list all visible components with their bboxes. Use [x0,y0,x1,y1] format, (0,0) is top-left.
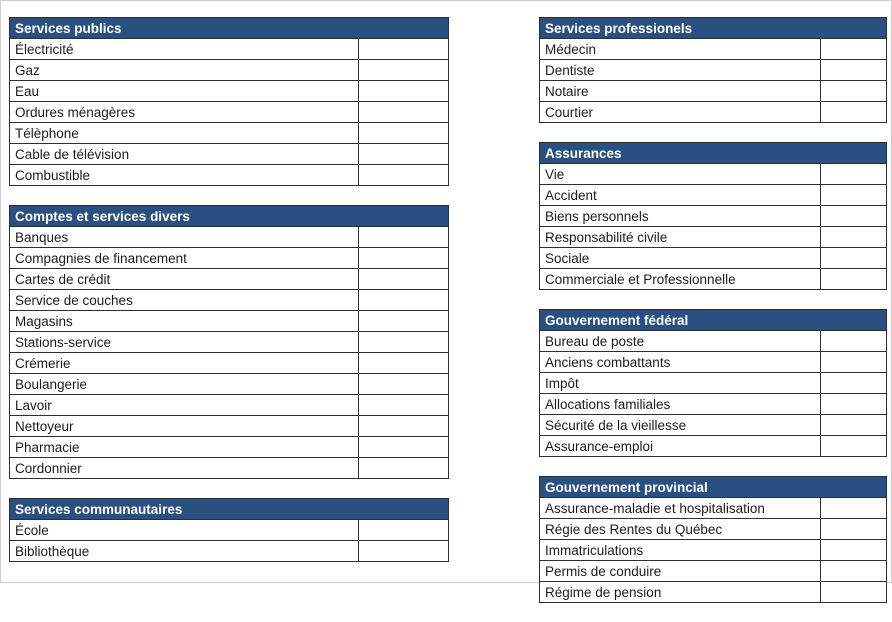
table-row [540,81,887,102]
row-value-cell[interactable] [820,331,886,352]
table-gouvernement-federal [539,309,887,457]
row-label: Boulangerie [10,374,359,395]
row-value-cell[interactable] [820,373,886,394]
table-row [540,519,887,540]
row-label: Dentiste [540,60,821,81]
table-row [540,436,887,457]
table-row [10,144,449,165]
table-comptes-et-services-divers [9,205,449,479]
table-title-comptes-et-services-divers: Comptes et services divers [10,206,449,227]
row-label: Régime de pension [540,582,821,603]
table-title-services-communautaires: Services communautaires [10,499,449,520]
row-value-cell[interactable] [820,227,886,248]
row-value-cell[interactable] [359,290,449,311]
row-label: Magasins [10,311,359,332]
row-value-cell[interactable] [820,540,886,561]
table-row [540,352,887,373]
row-label: Allocations familiales [540,394,821,415]
row-value-cell[interactable] [820,206,886,227]
row-value-cell[interactable] [820,164,886,185]
row-value-cell[interactable] [359,458,449,479]
row-label: Ordures ménagères [10,102,359,123]
row-value-cell[interactable] [359,227,449,248]
table-services-publics [9,17,449,186]
row-value-cell[interactable] [820,436,886,457]
table-services-professionels [539,17,887,123]
table-row [10,81,449,102]
row-label: Service de couches [10,290,359,311]
table-assurances [539,142,887,290]
row-label: Télèphone [10,123,359,144]
table-row [540,582,887,603]
row-value-cell[interactable] [820,415,886,436]
row-label: Anciens combattants [540,352,821,373]
row-value-cell[interactable] [820,185,886,206]
table-row [540,164,887,185]
row-label: Accident [540,185,821,206]
table-row [10,123,449,144]
row-value-cell[interactable] [359,353,449,374]
table-row [10,437,449,458]
left-column [9,17,449,581]
row-label: Gaz [10,60,359,81]
table-header-row [540,143,887,164]
table-row [540,248,887,269]
table-row [540,60,887,81]
right-column [539,17,887,622]
row-value-cell[interactable] [359,248,449,269]
row-value-cell[interactable] [359,39,449,60]
row-label: Sécurité de la vieillesse [540,415,821,436]
row-value-cell[interactable] [820,582,886,603]
table-row [540,102,887,123]
row-label: Immatriculations [540,540,821,561]
table-row [10,311,449,332]
row-label: Banques [10,227,359,248]
table-row [10,290,449,311]
table-services-communautaires [9,498,449,562]
table-header-row [540,310,887,331]
row-label: École [10,520,359,541]
table-row [540,394,887,415]
row-value-cell[interactable] [359,123,449,144]
row-value-cell[interactable] [820,60,886,81]
row-label: Pharmacie [10,437,359,458]
table-row [10,374,449,395]
row-value-cell[interactable] [359,395,449,416]
table-row [540,185,887,206]
row-label: Bibliothèque [10,541,359,562]
row-label: Commerciale et Professionnelle [540,269,821,290]
table-gouvernement-provincial [539,476,887,603]
row-value-cell[interactable] [359,60,449,81]
table-row [10,60,449,81]
row-label: Assurance-maladie et hospitalisation [540,498,821,519]
table-row [540,415,887,436]
row-value-cell[interactable] [820,498,886,519]
table-title-assurances: Assurances [540,143,887,164]
table-row [540,561,887,582]
table-row [10,332,449,353]
table-row [540,373,887,394]
table-header-row [10,18,449,39]
row-label: Notaire [540,81,821,102]
table-row [10,458,449,479]
row-value-cell[interactable] [359,311,449,332]
row-label: Cartes de crédit [10,269,359,290]
row-label: Lavoir [10,395,359,416]
table-row [10,248,449,269]
table-title-services-publics: Services publics [10,18,449,39]
row-label: Courtier [540,102,821,123]
table-row [10,353,449,374]
table-row [540,227,887,248]
row-value-cell[interactable] [359,102,449,123]
row-label: Assurance-emploi [540,436,821,457]
table-header-row [540,477,887,498]
table-row [10,165,449,186]
row-value-cell[interactable] [359,374,449,395]
row-value-cell[interactable] [359,416,449,437]
table-title-services-professionels: Services professionels [540,18,887,39]
table-header-row [540,18,887,39]
table-header-row [10,499,449,520]
row-label: Sociale [540,248,821,269]
row-label: Eau [10,81,359,102]
table-row [10,269,449,290]
row-label: Nettoyeur [10,416,359,437]
row-label: Électricité [10,39,359,60]
table-row [10,520,449,541]
row-value-cell[interactable] [820,81,886,102]
table-row [540,498,887,519]
row-value-cell[interactable] [820,519,886,540]
row-value-cell[interactable] [359,165,449,186]
row-label: Stations-service [10,332,359,353]
row-label: Biens personnels [540,206,821,227]
row-value-cell[interactable] [359,332,449,353]
row-label: Vie [540,164,821,185]
table-row [540,540,887,561]
row-value-cell[interactable] [820,102,886,123]
row-value-cell[interactable] [359,437,449,458]
table-row [540,269,887,290]
row-label: Combustible [10,165,359,186]
table-row [10,395,449,416]
row-value-cell[interactable] [359,269,449,290]
row-label: Cable de télévision [10,144,359,165]
row-value-cell[interactable] [820,561,886,582]
table-row [10,416,449,437]
row-label: Responsabilité civile [540,227,821,248]
row-label: Crémerie [10,353,359,374]
row-label: Cordonnier [10,458,359,479]
row-value-cell[interactable] [359,520,449,541]
table-row [540,331,887,352]
table-row [540,39,887,60]
row-value-cell[interactable] [359,541,449,562]
table-title-gouvernement-provincial: Gouvernement provincial [540,477,887,498]
table-header-row [10,206,449,227]
row-value-cell[interactable] [820,248,886,269]
table-row [10,102,449,123]
row-value-cell[interactable] [820,39,886,60]
row-label: Compagnies de financement [10,248,359,269]
table-row [10,227,449,248]
table-row [540,206,887,227]
row-label: Impôt [540,373,821,394]
row-label: Médecin [540,39,821,60]
row-value-cell[interactable] [820,394,886,415]
row-value-cell[interactable] [359,81,449,102]
row-value-cell[interactable] [820,352,886,373]
row-label: Régie des Rentes du Québec [540,519,821,540]
row-label: Bureau de poste [540,331,821,352]
row-label: Permis de conduire [540,561,821,582]
table-row [10,39,449,60]
table-row [10,541,449,562]
table-title-gouvernement-federal: Gouvernement fédéral [540,310,887,331]
row-value-cell[interactable] [820,269,886,290]
row-value-cell[interactable] [359,144,449,165]
